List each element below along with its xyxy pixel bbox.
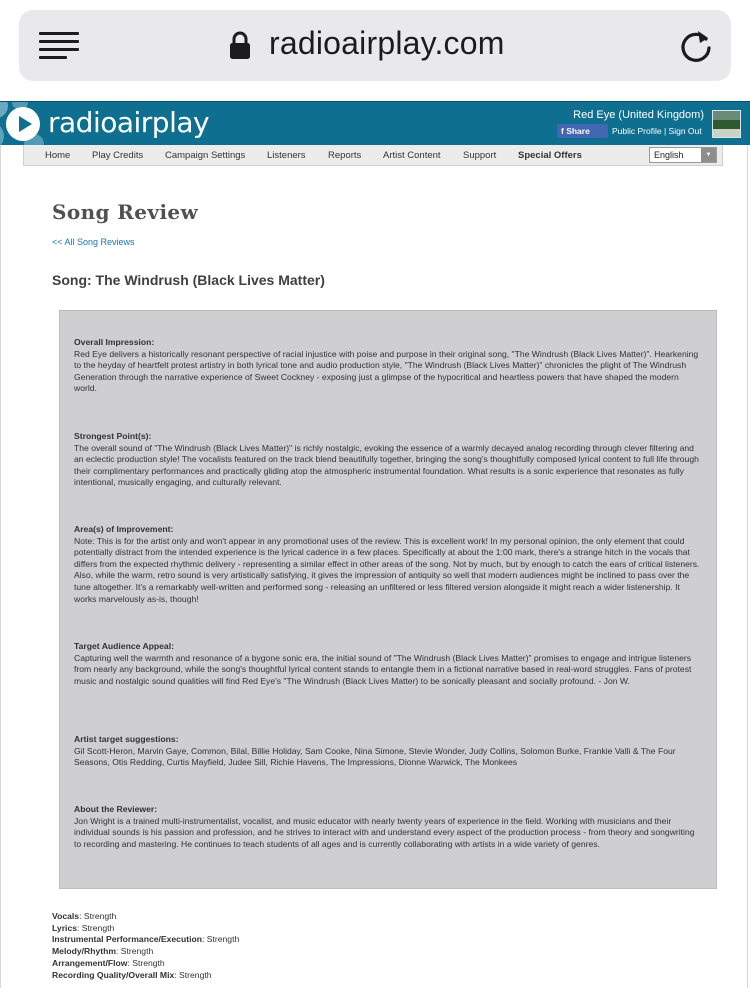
play-logo-icon[interactable] (6, 107, 40, 141)
rating-label: Recording Quality/Overall Mix (52, 969, 175, 980)
rating-value: : Strength (115, 946, 154, 957)
user-name[interactable]: Red Eye (United Kingdom) (573, 109, 704, 121)
review-section-about-reviewer (74, 804, 702, 850)
rating-row (52, 934, 239, 946)
review-section-artist-suggestions (74, 734, 702, 769)
user-avatar[interactable] (712, 110, 741, 138)
rating-value: : Strength (77, 922, 115, 933)
section-body: The overall sound of "The Windrush (Black Lives Matter)" is richly nostalgic, evoking the essence of a warmly decayed analog recording through clever filtering and an eclectic production style! The vocalists featured on the track blend beautifully together, bringing the song's thoughtfully composed lyrical content to full life through their complimentary performances and practically gliding atop the atmospheric instrumental foundation. What results is a sonic experience that resonates as fully intentional, musically engaging, and culturally relevant. (74, 442, 699, 488)
section-heading: About the Reviewer: (74, 804, 158, 814)
section-heading: Strongest Point(s): (74, 431, 152, 441)
nav-support[interactable]: Support (463, 150, 497, 161)
review-section-target-audience (74, 641, 702, 687)
rating-label: Arrangement/Flow (52, 957, 128, 968)
facebook-share-button[interactable]: f Share (557, 124, 608, 138)
nav-home[interactable]: Home (45, 150, 71, 161)
language-select[interactable] (649, 147, 717, 163)
site-logo[interactable]: radioairplay (48, 106, 210, 139)
rating-row (52, 970, 239, 982)
dropdown-arrow-icon: ▼ (701, 148, 716, 162)
section-heading: Target Audience Appeal: (74, 641, 174, 651)
rating-row (52, 911, 239, 923)
nav-play-credits[interactable]: Play Credits (92, 150, 144, 161)
rating-value: : Strength (201, 934, 240, 945)
browser-toolbar (0, 0, 750, 101)
rating-row (52, 946, 239, 958)
review-box (59, 310, 717, 889)
language-value: English (654, 150, 684, 160)
nav-artist-content[interactable]: Artist Content (383, 150, 441, 161)
lock-icon (230, 31, 250, 59)
menu-icon[interactable] (39, 32, 79, 58)
address-bar[interactable] (19, 10, 731, 81)
nav-reports[interactable]: Reports (328, 150, 362, 161)
rating-row (52, 923, 239, 935)
rating-label: Lyrics (52, 922, 78, 933)
review-section-areas-of-improvement (74, 524, 702, 605)
review-section-strongest-points (74, 431, 702, 489)
section-heading: Artist target suggestions: (74, 734, 179, 744)
all-song-reviews-link[interactable]: << All Song Reviews (52, 237, 135, 247)
section-body: Capturing well the warmth and resonance of a bygone sonic era, the initial sound of "The Windrush (Black Lives Matter)" promises to engage and intrigue listeners from nearly any background, while the song's thoughtful lyrical content stands to entangle them in a fictional narrative based in real-word struggles. Fans of protest music and nostalgic sound qualities will find Red Eye's "The Windrush (Black Lives Matter) to be sonically pleasant and socially profound. - Jon W. (74, 652, 692, 686)
ratings-list (52, 911, 239, 981)
nav-special-offers[interactable]: Special Offers (518, 150, 582, 161)
page-border-right (747, 145, 748, 988)
page-title: Song Review (52, 200, 199, 224)
rating-value: : Strength (79, 911, 117, 921)
section-heading: Area(s) of Improvement: (74, 524, 174, 534)
section-body: Jon Wright is a trained multi-instrumentalist, vocalist, and music educator with nearly twenty years of experience in the field. Working with musicians and their individual sounds is his passion and profession, and he strives to interact with and understand every aspect of the production process - from theory and songwriting to recording and mastering. He continues to teach students of all ages and is currently collaborating with artists in a wide variety of genres. (74, 815, 695, 849)
song-title: Song: The Windrush (Black Lives Matter) (52, 272, 325, 288)
site-header (0, 101, 750, 145)
rating-value: : Strength (174, 969, 212, 980)
page-border-left (0, 145, 1, 988)
section-body: Red Eye delivers a historically resonant perspective of racial injustice with poise and purpose in their original song, "The Windrush (Black Lives Matter)". Hearkening to the heyday of heartfelt protest artistry in both lyrical tone and audio production style, "The Windrush (Black Lives Matter)" chronicles the plight of The Windrush Generation through the narrative experience of Sweet Cockney - exposing just a glimpse of the hypocritical and heartless powers that have shaped the modern world. (74, 348, 699, 394)
section-body: Note: This is for the artist only and won't appear in any promotional uses of the review. This is excellent work! In my personal opinion, the only element that could potentially distract from the intended experience is the lyrical cadence in a few places. Specifically at about the 1:00 mark, there's a strange hitch in the vocals that differs from the expected rhythmic delivery - representing a similar effect in other areas of the song. Not by much, but by enough to catch the ears of critical listeners. Also, while the warm, retro sound is very artistically satisfying, it gives the impression of antiquity so well that modern audiences might be inclined to pass over the tune altogether. It's a remarkably well-written and performed song - releasing an unfiltered or less filtered version alongside it might reach a wider listenership. It works marvelously as-is, though! (74, 535, 700, 604)
review-section-overall-impression (74, 337, 702, 395)
section-heading: Overall Impression: (74, 337, 155, 347)
reload-icon[interactable] (679, 27, 713, 63)
rating-label: Instrumental Performance/Execution (52, 934, 202, 945)
section-body: Gil Scott-Heron, Marvin Gaye, Common, Bilal, Billie Holiday, Sam Cooke, Nina Simone, Stevie Wonder, Judy Collins, Solomon Burke, Frankie Valli & The Four Seasons, Otis Redding, Curtis Mayfield, Judee Sill, Richie Havens, The Impressions, Dionne Warwick, The Monkees (74, 745, 676, 768)
rating-label: Vocals (52, 911, 80, 921)
main-nav (23, 145, 723, 166)
nav-listeners[interactable]: Listeners (267, 150, 306, 161)
nav-campaign-settings[interactable]: Campaign Settings (165, 150, 246, 161)
rating-value: : Strength (127, 957, 165, 968)
rating-row (52, 958, 239, 970)
user-links[interactable]: Public Profile | Sign Out (612, 126, 702, 136)
url-text: radioairplay.com (269, 25, 505, 61)
rating-label: Melody/Rhythm (52, 946, 116, 957)
